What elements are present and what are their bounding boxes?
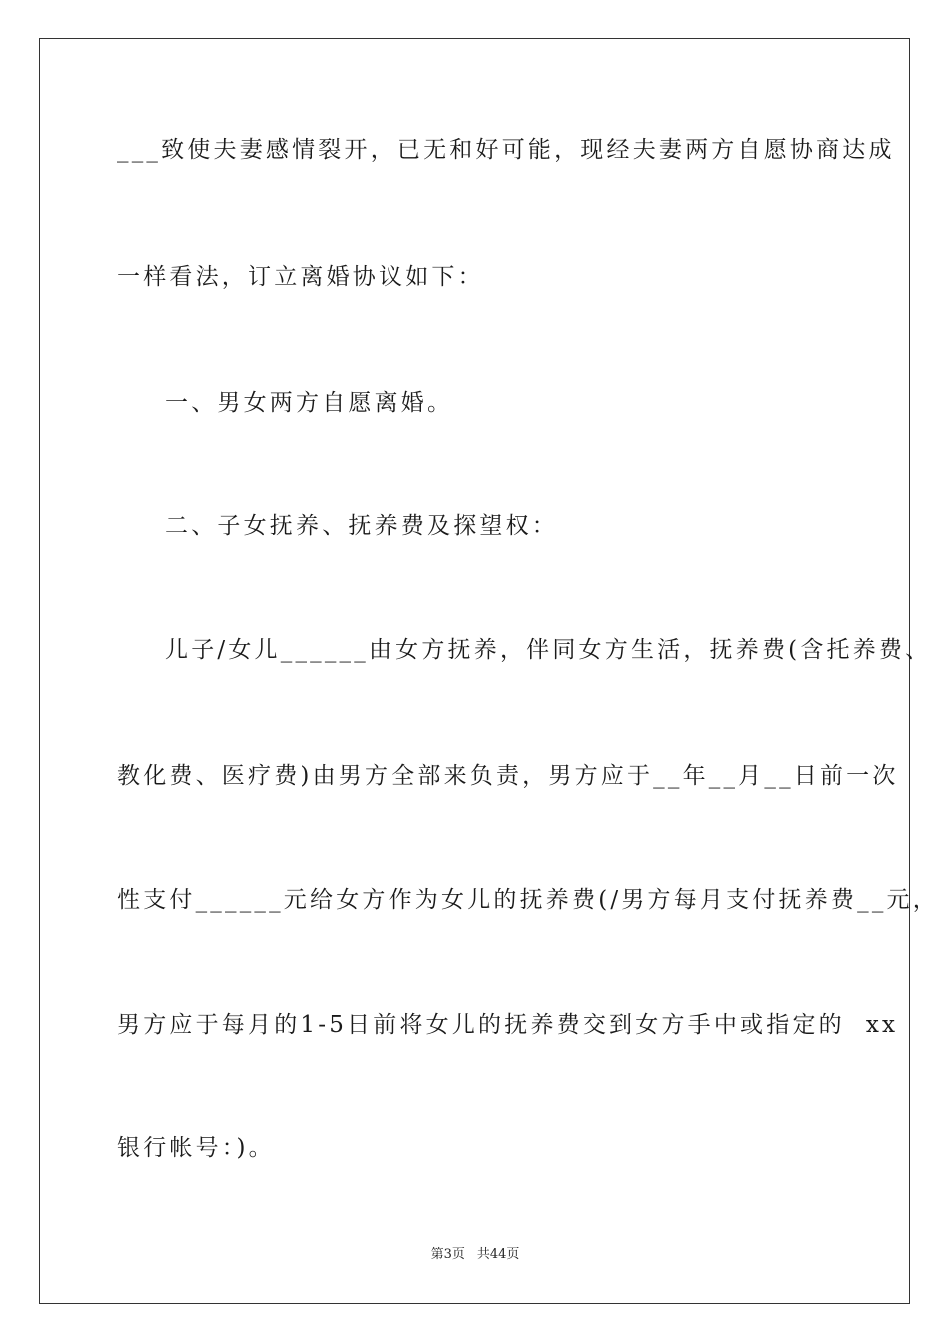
body-line-8: 男方应于每月的1-5日前将女儿的抚养费交到女方手中或指定的 xx (117, 1012, 899, 1038)
page-border (39, 38, 910, 1304)
body-line-6: 教化费、医疗费)由男方全部来负责，男方应于__年__月__日前一次 (117, 763, 899, 789)
page-total: 共44页 (476, 1247, 520, 1262)
body-line-1: ___致使夫妻感情裂开，已无和好可能，现经夫妻两方自愿协商达成 (117, 137, 895, 163)
body-line-2: 一样看法，订立离婚协议如下： (117, 264, 484, 290)
body-line-7: 性支付______元给女方作为女儿的抚养费(/男方每月支付抚养费__元， (117, 887, 939, 913)
page-footer (0, 1246, 950, 1264)
page-number: 第3页 (430, 1247, 465, 1262)
clause-2-heading: 二、子女抚养、抚养费及探望权： (165, 513, 558, 539)
clause-1-heading: 一、男女两方自愿离婚。 (165, 390, 454, 416)
body-line-9: 银行帐号：)。 (117, 1135, 275, 1161)
body-line-5: 儿子/女儿______由女方抚养，伴同女方生活，抚养费(含托养费、 (165, 637, 932, 663)
